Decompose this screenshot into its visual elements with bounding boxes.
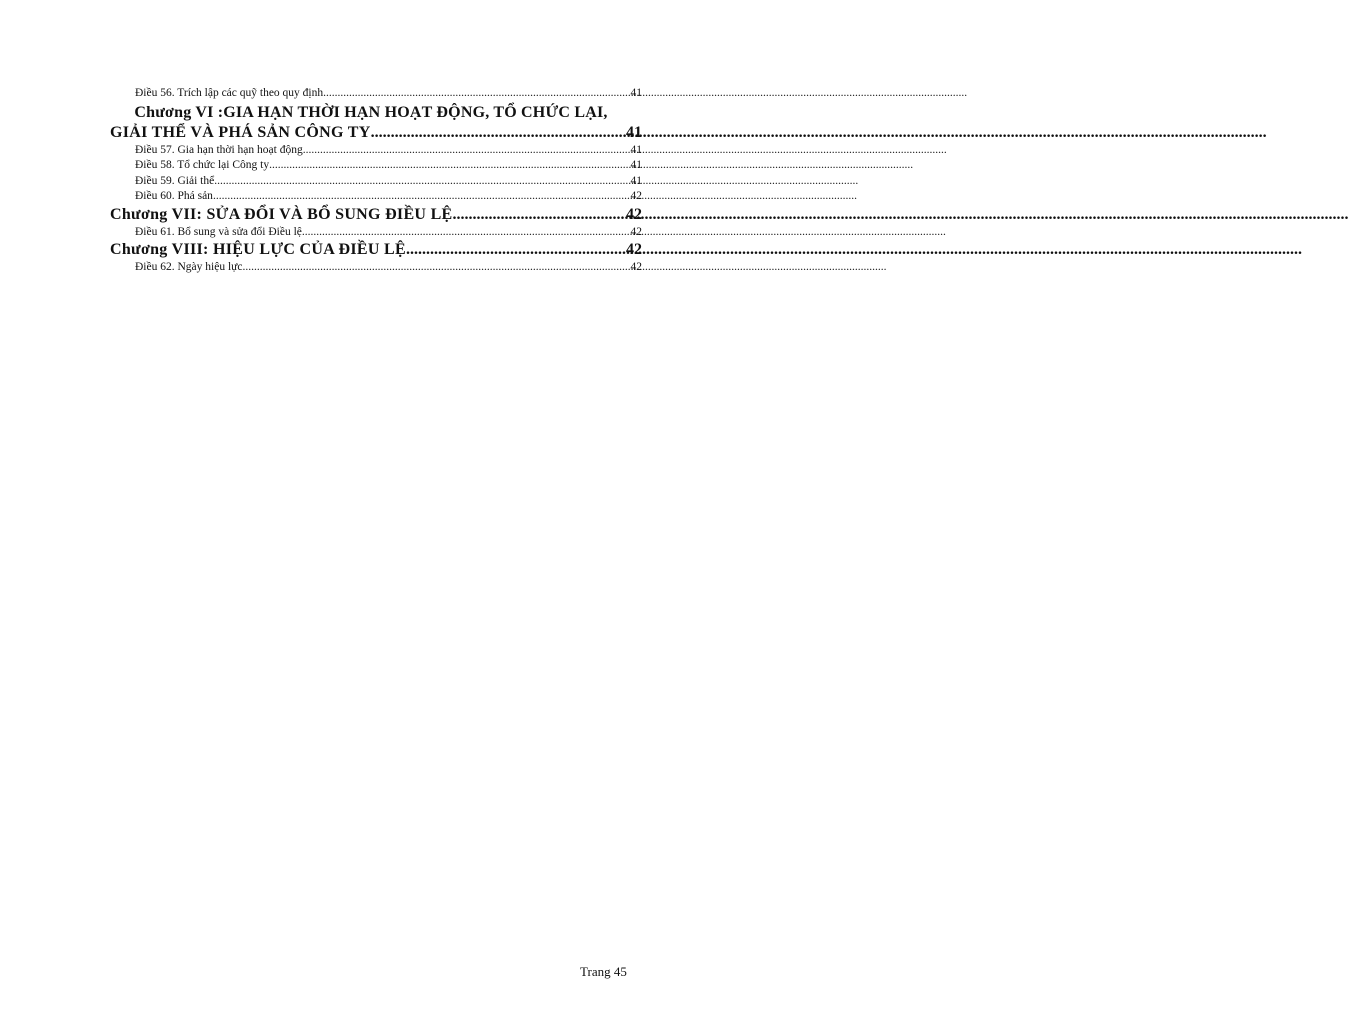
toc-entry-page: 41	[630, 174, 642, 187]
toc-entry-page: 42	[630, 225, 642, 238]
toc-chapter-page: 42	[626, 205, 642, 223]
toc-entry-title: Điều 58. Tổ chức lại Công ty	[135, 159, 270, 171]
toc-chapter-page: 41	[626, 123, 642, 141]
toc-chapter-6-line1[interactable]: Chương VI :GIA HẠN THỜI HẠN HOẠT ĐỘNG, TỔ CHỨC LẠI,	[134, 103, 608, 121]
toc-entry-page: 41	[630, 159, 642, 171]
dot-leader	[323, 86, 629, 102]
toc-entry-dieu-61[interactable]	[110, 225, 642, 241]
dot-leader	[453, 205, 625, 225]
dot-leader	[214, 174, 629, 190]
dot-leader	[213, 189, 630, 205]
toc-entry-dieu-57[interactable]	[110, 143, 642, 159]
table-of-contents	[110, 86, 642, 276]
dot-leader	[303, 143, 630, 159]
toc-entry-dieu-59[interactable]	[110, 174, 642, 190]
toc-entry-title: Điều 62. Ngày hiệu lực	[135, 261, 243, 273]
toc-entry-title: Điều 56. Trích lập các quỹ theo quy định	[135, 87, 324, 99]
toc-chapter-page: 42	[626, 241, 642, 258]
toc-chapter-6-line2[interactable]	[110, 123, 642, 143]
toc-entry-dieu-56[interactable]	[110, 86, 642, 102]
toc-chapter-title: GIẢI THỂ VÀ PHÁ SẢN CÔNG TY	[110, 123, 371, 141]
toc-entry-title: Điều 61. Bổ sung và sửa đổi Điều lệ	[135, 225, 302, 238]
dot-leader	[406, 240, 625, 260]
toc-chapter-8[interactable]	[110, 240, 642, 260]
toc-entry-dieu-60[interactable]	[110, 189, 642, 205]
toc-entry-title: Điều 59. Giải thể	[135, 174, 215, 187]
toc-entry-page: 42	[630, 190, 642, 202]
dot-leader	[371, 123, 625, 143]
toc-entry-title: Điều 60. Phá sản	[135, 190, 213, 202]
toc-entry-page: 41	[630, 87, 642, 99]
toc-chapter-title: Chương VII: SỬA ĐỔI VÀ BỔ SUNG ĐIỀU LỆ	[110, 205, 453, 223]
toc-entry-title: Điều 57. Gia hạn thời hạn hoạt động	[135, 143, 303, 156]
page-number-footer: Trang 45	[580, 964, 627, 979]
toc-chapter-7[interactable]	[110, 205, 642, 225]
toc-chapter-title: Chương VIII: HIỆU LỰC CỦA ĐIỀU LỆ	[110, 241, 406, 258]
toc-entry-page: 41	[630, 143, 642, 156]
dot-leader	[242, 260, 629, 276]
toc-entry-page: 42	[630, 261, 642, 273]
dot-leader	[302, 225, 630, 241]
toc-entry-dieu-62[interactable]	[110, 260, 642, 276]
toc-entry-dieu-58[interactable]	[110, 158, 642, 174]
dot-leader	[269, 158, 629, 174]
